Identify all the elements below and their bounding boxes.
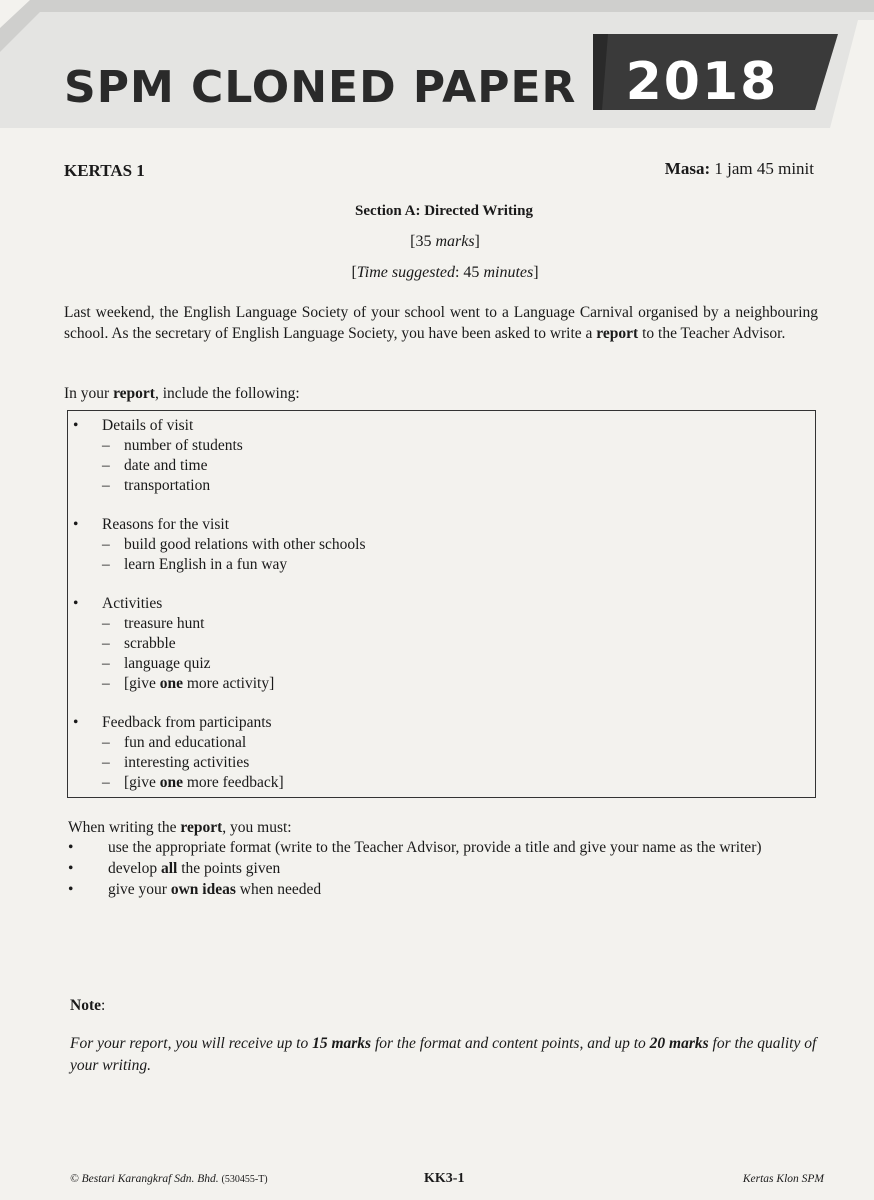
list-item-text: number of students	[124, 437, 243, 454]
writing-instruction	[68, 819, 292, 837]
intro-bold: report	[596, 325, 639, 342]
include-bold: report	[113, 385, 155, 402]
include-pre: In your	[64, 385, 114, 402]
note-t2: for the format and content points, and up to	[371, 1035, 650, 1052]
note-label	[70, 997, 105, 1015]
dash: –	[102, 477, 110, 494]
dash: –	[102, 536, 110, 553]
list-item-text: transportation	[124, 477, 211, 494]
rule-post: when needed	[235, 881, 322, 898]
list-item	[68, 555, 815, 575]
include-instruction	[64, 385, 300, 403]
time-allowed	[665, 159, 814, 179]
group-reasons	[68, 515, 815, 575]
time-unit: minutes	[483, 264, 534, 281]
group-title-text: Reasons for the visit	[102, 516, 229, 533]
footer-publisher-text: © Bestari Karangkraf Sdn. Bhd.	[70, 1173, 219, 1185]
extra-post: more feedback]	[182, 774, 284, 791]
list-item	[68, 436, 815, 456]
header-title: SPM CLONED PAPER	[64, 62, 577, 113]
note-t3: for the quality of your writing.	[70, 1035, 817, 1074]
footer-reg: (530455-T)	[221, 1174, 268, 1185]
bullet: •	[73, 516, 79, 533]
footer-publisher	[70, 1173, 268, 1185]
extra-pre: [give	[124, 675, 160, 692]
list-item	[68, 733, 815, 753]
intro-part1: Last weekend, the English Language Society of your school went to a Language Carnival organised by a neighbouring school. As the secretary of English Language Society, you have been asked to write a	[64, 304, 818, 342]
list-item-text: date and time	[124, 457, 208, 474]
group-feedback	[68, 713, 815, 793]
group-details	[68, 416, 815, 496]
task-intro	[64, 302, 818, 344]
dash: –	[102, 754, 110, 771]
list-item	[68, 476, 815, 496]
note-colon: :	[101, 997, 106, 1014]
rule-pre: give your	[108, 881, 171, 898]
list-item-text: language quiz	[124, 655, 211, 672]
group-title	[68, 594, 815, 614]
writing-post: , you must:	[222, 819, 292, 836]
list-item	[68, 456, 815, 476]
list-item	[68, 614, 815, 634]
dash: –	[102, 734, 110, 751]
list-item-text: learn English in a fun way	[124, 556, 288, 573]
rule-pre: use the appropriate format (write to the Teacher Advisor, provide a title and give your name as the writer)	[108, 839, 762, 856]
writing-pre: When writing the	[68, 819, 181, 836]
header-year: 2018	[625, 52, 779, 112]
bullet: •	[73, 417, 79, 434]
marks-open: [35	[410, 233, 436, 250]
time-close: ]	[533, 264, 539, 281]
list-item-text: fun and educational	[124, 734, 247, 751]
rule-bold: own ideas	[170, 881, 236, 898]
header-banner	[0, 0, 874, 140]
section-title: Section A: Directed Writing	[355, 203, 533, 219]
list-item-text: treasure hunt	[124, 615, 205, 632]
list-item-text: scrabble	[124, 635, 176, 652]
bullet: •	[68, 881, 74, 898]
intro-part2: to the Teacher Advisor.	[638, 325, 786, 342]
time-colon: : 45	[454, 264, 484, 281]
rule-item	[68, 858, 828, 879]
note-b2: 20 marks	[649, 1035, 709, 1052]
group-title-text: Details of visit	[102, 417, 194, 434]
note-label-text: Note	[70, 997, 101, 1014]
bullet: •	[68, 860, 74, 877]
rule-pre: develop	[108, 860, 161, 877]
dash: –	[102, 556, 110, 573]
note-text	[70, 1033, 824, 1077]
content-points-box	[67, 410, 816, 798]
dash: –	[102, 615, 110, 632]
time-label: Masa:	[664, 159, 711, 178]
footer-page-code: KK3-1	[424, 1171, 465, 1186]
extra-bold: one	[159, 675, 183, 692]
time-word: Time suggested	[356, 264, 455, 281]
list-item	[68, 753, 815, 773]
rule-post: the points given	[177, 860, 281, 877]
dash: –	[102, 635, 110, 652]
marks-close: ]	[474, 233, 480, 250]
list-item-extra	[68, 773, 815, 793]
writing-rules	[68, 837, 828, 900]
time-open: [	[351, 264, 357, 281]
marks-word: marks	[435, 233, 475, 250]
footer-series: Kertas Klon SPM	[742, 1173, 824, 1185]
bullet: •	[68, 839, 74, 856]
bullet: •	[73, 595, 79, 612]
dash: –	[102, 437, 110, 454]
group-title-text: Activities	[102, 595, 163, 612]
paper-code: KERTAS 1	[64, 161, 145, 180]
list-item	[68, 535, 815, 555]
section-time	[0, 264, 874, 282]
rule-bold: all	[160, 860, 178, 877]
time-value: 1 jam 45 minit	[714, 159, 814, 178]
list-item-extra	[68, 674, 815, 694]
extra-post: more activity]	[182, 675, 275, 692]
rule-item	[68, 837, 828, 858]
dash: –	[102, 675, 110, 692]
group-title	[68, 515, 815, 535]
dash: –	[102, 457, 110, 474]
list-item-text: interesting activities	[124, 754, 250, 771]
rule-item	[68, 879, 828, 900]
extra-pre: [give	[124, 774, 160, 791]
note-b1: 15 marks	[312, 1035, 372, 1052]
extra-bold: one	[159, 774, 183, 791]
dash: –	[102, 655, 110, 672]
group-activities	[68, 594, 815, 694]
section-marks	[0, 233, 874, 251]
list-item	[68, 634, 815, 654]
list-item	[68, 654, 815, 674]
writing-bold: report	[180, 819, 223, 836]
list-item-text: build good relations with other schools	[124, 536, 366, 553]
note-t1: For your report, you will receive up to	[70, 1035, 313, 1052]
bullet: •	[73, 714, 79, 731]
dash: –	[102, 774, 110, 791]
include-post: , include the following:	[154, 385, 300, 402]
group-title	[68, 416, 815, 436]
group-title	[68, 713, 815, 733]
group-title-text: Feedback from participants	[102, 714, 272, 731]
